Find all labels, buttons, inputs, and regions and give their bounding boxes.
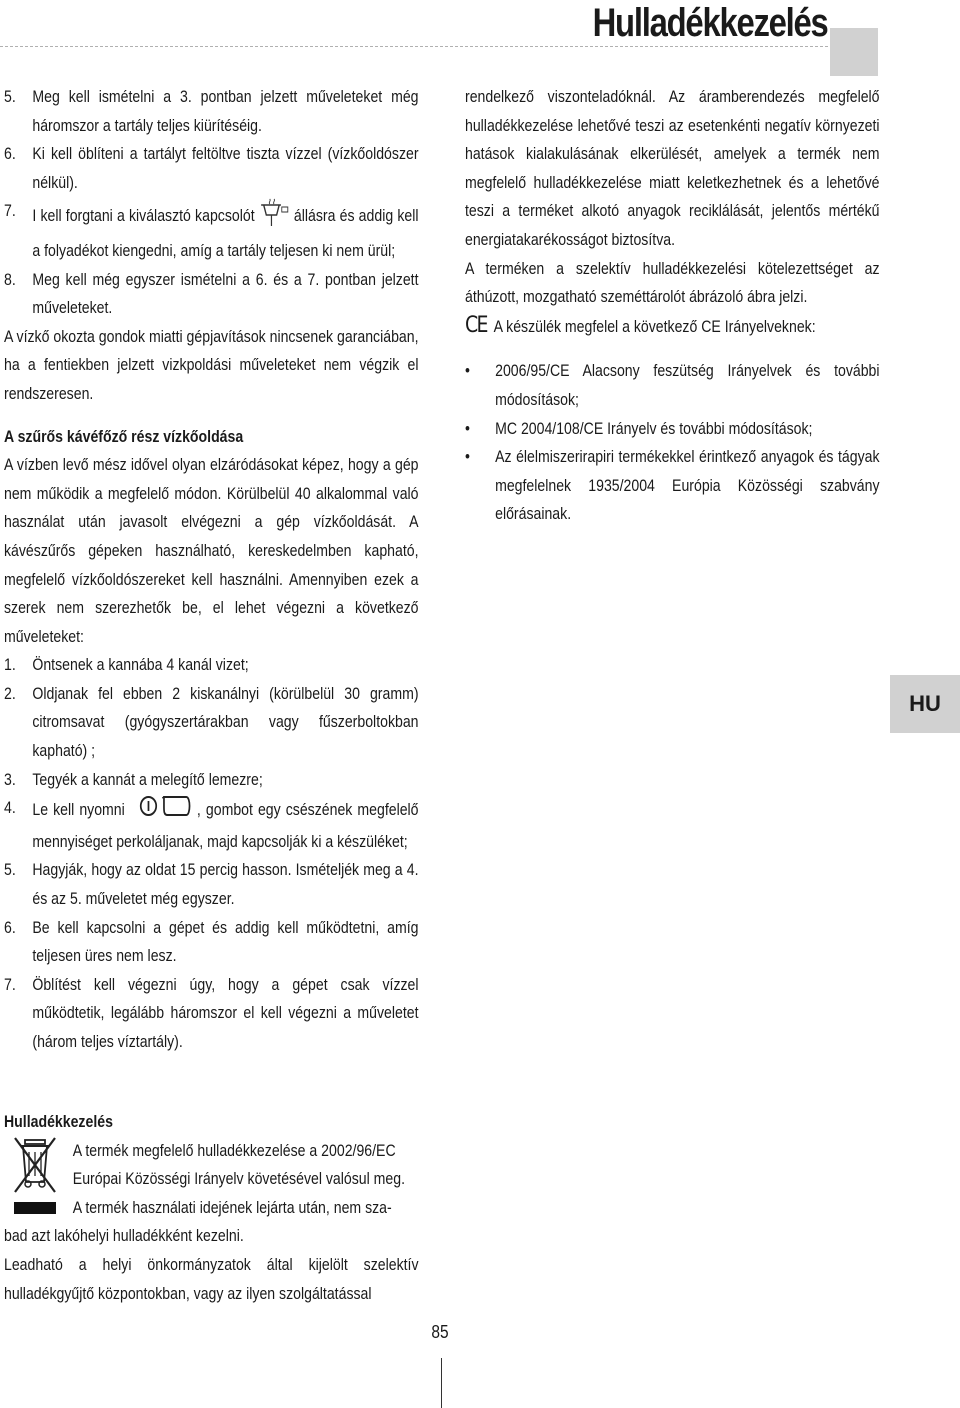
list-item: • Az élelmiszerirapiri termékekkel érintkező anyagok és tágyak megfelelnek 1935/2004 Európia Közösségi szabvány előrásainak. [465, 443, 880, 529]
marking-paragraph: A terméken a szelektív hulladékkezelési kötelezettséget az áthúzott, mozgatható szeméttárolót ábrázoló ábra jelzi. [465, 259, 880, 307]
recycling-paragraph: rendelkező viszonteladóknál. Az áramberendezés megfelelő hulladékkezelése lehetővé teszi az esetenkénti negatív környezeti hatások kialakulásának elkerülését, amelyek a termék nem megfelelő hulladékkezelése miatt keletkezhetnek és a lehetővé teszi a terméket alkotó anyagok reciklálását, jelentős mértékű energiatakarékosságot biztosítva. [465, 88, 880, 249]
directive-list [465, 357, 880, 529]
disposal-line: A termék használati idejének lejárta után, nem sza- [72, 1198, 392, 1217]
list-text: 2006/95/CE Alacsony feszütség Irányelvek és további módosítások; [495, 362, 880, 409]
section-heading: A szűrős kávéfőző rész vízkőoldása [4, 427, 244, 446]
list-text-before: Le kell nyomni [32, 801, 125, 820]
list-number: 6. [4, 145, 16, 164]
list-text: Hagyják, hogy az oldat 15 percig hasson. Ismételjék meg a 4. és az 5. műveletet még egyszer. [32, 861, 419, 909]
power-button-icon [130, 794, 197, 828]
list-item [4, 856, 419, 913]
list-text: Be kell kapcsolni a gépet és addig kell működtetni, amíg teljesen üres nem lesz. [32, 918, 419, 966]
disposal-line: Európai Közösségi Irányelv követésével valósul meg. [72, 1170, 406, 1189]
list-item [4, 83, 419, 140]
left-column [4, 83, 418, 1057]
list-text: Meg kell ismételni a 3. pontban jelzett műveleteket még háromszor a tartály teljes kiürítéséig. [32, 88, 419, 135]
list-text: Öblítést kell végezni úgy, hogy a gépet csak vízzel működtetik, legálább háromszor el kell végezni a műveletet (három teljes víztartály). [32, 975, 419, 1051]
header-rule [0, 46, 828, 47]
list-item [4, 197, 419, 265]
ce-mark: CE [465, 312, 487, 338]
list-item [4, 680, 419, 766]
list-item [4, 794, 419, 856]
list-text-after: állásra és addig kell a folyadékot kiengedni, amíg a tartály teljesen ki nem ürül; [32, 207, 419, 260]
crossed-bin-icon [12, 1136, 58, 1220]
ce-paragraph [465, 312, 880, 342]
list-item: • MC 2004/108/CE Irányelv és további módosítások; [465, 415, 880, 444]
disposal-line: A termék megfelelő hulladékkezelése a 2002/96/EC [72, 1141, 396, 1160]
list-number: 4. [4, 799, 16, 818]
list-item [4, 766, 419, 795]
list-item [4, 971, 419, 1057]
language-tab [890, 675, 960, 733]
list-item: • 2006/95/CE Alacsony feszütség Irányelvek és további módosítások; [465, 357, 880, 414]
list-number: 5. [4, 88, 16, 106]
list-text: Tegyék a kannát a melegítő lemezre; [32, 770, 263, 789]
list-number: 2. [4, 684, 16, 703]
list-number: 8. [4, 270, 16, 289]
language-tab-label: HU [909, 691, 941, 716]
header-tab-block [830, 28, 878, 76]
list-text: Öntsenek a kannába 4 kanál vizet; [32, 656, 249, 675]
footer-line [441, 1358, 442, 1408]
list-text: Oldjanak fel ebben 2 kiskanálnyi (körülbelül 30 gramm) citromsavat (gyógyszertárakban vagy fűszerboltokban kapható) ; [32, 684, 419, 761]
list-text-before: I kell forgtani a kiválasztó kapcsolót [32, 207, 255, 226]
right-column [465, 83, 879, 529]
list-number: 3. [4, 770, 16, 789]
ce-text: A készülék megfelel a következő CE Irányelveknek: [493, 317, 816, 336]
steam-selector-icon [259, 197, 290, 237]
section-heading: Hulladékkezelés [4, 1113, 113, 1131]
list-text: Meg kell még egyszer ismételni a 6. és a 7. pontban jelzett műveleteket. [32, 270, 419, 318]
list-number: 5. [4, 861, 16, 880]
list-item [4, 266, 419, 323]
list-number: 1. [4, 656, 16, 675]
list-text: MC 2004/108/CE Irányelv és további módosítások; [495, 419, 813, 438]
disposal-line: bad azt lakóhelyi hulladékként kezelni. [4, 1227, 244, 1246]
disposal-section [4, 1108, 418, 1308]
list-number: 7. [4, 202, 16, 221]
list-number: 6. [4, 918, 16, 937]
list-text-after: , gombot egy csészének megfelelő mennyiséget perkoláljanak, majd kapcsolják ki a készüléket; [32, 801, 419, 851]
descale-intro: A vízben levő mész idővel olyan elzáródásokat képez, hogy a gép nem működik a megfelelő módon. Körülbelül 40 alkalommal való használat után javasolt elvégezni a gép vízkőoldását. A kávészűrős gépeken használható, kereskedelmben kapható, megfelelő vízkőoldószereket kell használni. Amennyiben ezek a szerek nem szerezhetők be, el lehet végezni a következő műveleteket: [4, 456, 419, 646]
list-text [32, 197, 418, 265]
list-item [4, 140, 419, 197]
list-item [4, 651, 419, 680]
warranty-note: A vízkő okozta gondok miatti gépjavítások nincsenek garanciában, ha a fentiekben jelzett vizkpoldási műveleteket nem végzik el rendszeresen. [4, 327, 419, 403]
page-number: 85 [431, 1322, 449, 1342]
list-number: 7. [4, 975, 16, 994]
disposal-paragraph: Leadható a helyi önkormányzatok által kijelölt szelektív hulladékgyűjtő központokban, vagy az ilyen szolgáltatással [4, 1255, 419, 1303]
list-text [32, 794, 418, 856]
list-item [4, 914, 419, 971]
list-text: Ki kell öblíteni a tartályt feltöltve tiszta vízzel (vízkőoldószer nélkül). [32, 145, 419, 192]
list-text: Az élelmiszerirapiri termékekkel érintkező anyagok és tágyak megfelelnek 1935/2004 Európia Közösségi szabvány előrásainak. [495, 448, 880, 524]
page-title: Hulladékkezelés [593, 1, 828, 45]
